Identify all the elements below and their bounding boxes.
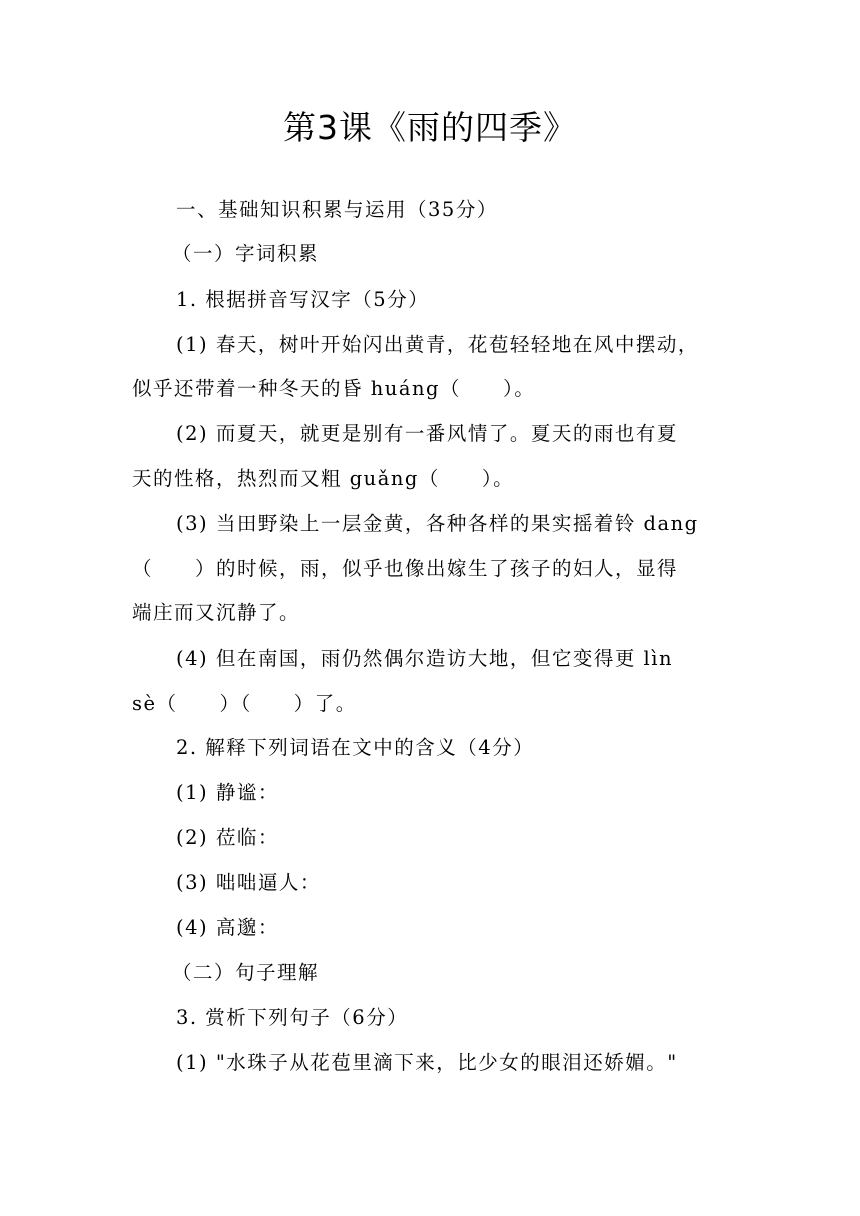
subsection-heading: （一）字词积累 bbox=[172, 242, 320, 265]
question-heading: 1. 根据拼音写汉字（5分） bbox=[176, 288, 430, 311]
question-item-line: (2) 而夏天，就更是别有一番风情了。夏天的雨也有夏 bbox=[176, 422, 678, 445]
subsection-heading: （二）句子理解 bbox=[172, 961, 320, 984]
question-item-line: (1) 春天，树叶开始闪出黄青，花苞轻轻地在风中摆动， bbox=[176, 333, 699, 356]
question-item-line: 似乎还带着一种冬天的昏 huáng（ ）。 bbox=[132, 377, 536, 400]
question-item-line: (1) "水珠子从花苞里滴下来，比少女的眼泪还娇媚。" bbox=[176, 1051, 678, 1074]
document-title: 第3课《雨的四季》 bbox=[283, 108, 577, 147]
question-item-line: 端庄而又沉静了。 bbox=[132, 601, 301, 624]
question-item-line: (4) 但在南国，雨仍然偶尔造访大地，但它变得更 lìn bbox=[176, 647, 674, 670]
question-item-line: (1) 静谧： bbox=[176, 781, 279, 804]
question-item-line: （ ）的时候，雨，似乎也像出嫁生了孩子的妇人，显得 bbox=[132, 557, 679, 580]
question-heading: 3. 赏析下列句子（6分） bbox=[176, 1006, 409, 1029]
question-heading: 2. 解释下列词语在文中的含义（4分） bbox=[176, 736, 535, 759]
question-item-line: (4) 高邈： bbox=[176, 916, 279, 939]
question-item-line: (2) 莅临： bbox=[176, 826, 279, 849]
question-item-line: sè（ ）（ ）了。 bbox=[132, 692, 357, 715]
question-item-line: 天的性格，热烈而又粗 guǎng（ ）。 bbox=[132, 467, 515, 490]
section-heading: 一、基础知识积累与运用（35分） bbox=[176, 198, 498, 221]
question-item-line: (3) 当田野染上一层金黄，各种各样的果实摇着铃 dang bbox=[176, 512, 699, 535]
question-item-line: (3) 咄咄逼人： bbox=[176, 871, 321, 894]
